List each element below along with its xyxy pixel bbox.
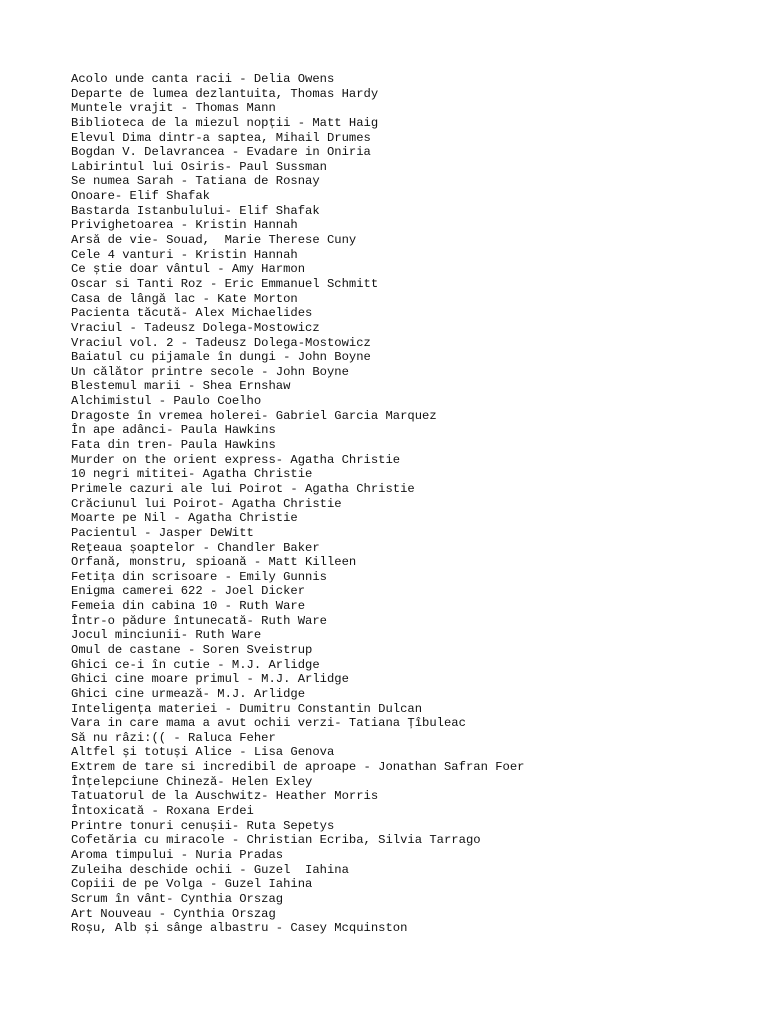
book-list-item: Printre tonuri cenușii- Ruta Sepetys bbox=[71, 818, 335, 833]
book-list-item: Labirintul lui Osiris- Paul Sussman bbox=[71, 159, 327, 174]
book-list-item: Vraciul - Tadeusz Dolega-Mostowicz bbox=[71, 320, 320, 335]
book-list-item: Dragoste în vremea holerei- Gabriel Garcia Marquez bbox=[71, 408, 437, 423]
book-list-item: În ape adânci- Paula Hawkins bbox=[71, 423, 276, 438]
book-list-item: Acolo unde canta racii - Delia Owens bbox=[71, 72, 335, 86]
book-list-item: Biblioteca de la miezul nopții - Matt Haig bbox=[71, 115, 379, 130]
book-list-item: Tatuatorul de la Auschwitz- Heather Morris bbox=[71, 789, 379, 804]
book-list-item: Ghici ce-i în cutie - M.J. Arlidge bbox=[71, 657, 320, 672]
book-list-item: Într-o pădure întunecată- Ruth Ware bbox=[71, 613, 327, 628]
book-list-item: Vara in care mama a avut ochii verzi- Tatiana Țîbuleac bbox=[71, 716, 466, 731]
book-list-item: Rețeaua șoaptelor - Chandler Baker bbox=[71, 540, 320, 555]
book-list-item: Fata din tren- Paula Hawkins bbox=[71, 438, 276, 453]
book-list-item: Elevul Dima dintr-a saptea, Mihail Drumes bbox=[71, 130, 371, 145]
book-list-item: Casa de lângă lac - Kate Morton bbox=[71, 291, 298, 306]
book-list-item: Onoare- Elif Shafak bbox=[71, 189, 210, 204]
book-list-item: Pacientul - Jasper DeWitt bbox=[71, 525, 254, 540]
book-list-item: Fetița din scrisoare - Emily Gunnis bbox=[71, 569, 327, 584]
book-list-item: Blestemul marii - Shea Ernshaw bbox=[71, 379, 291, 394]
book-list-item: Cofetăria cu miracole - Christian Ecriba, Silvia Tarrago bbox=[71, 833, 481, 848]
book-list-item: Omul de castane - Soren Sveistrup bbox=[71, 642, 313, 657]
book-list-item: Crăciunul lui Poirot- Agatha Christie bbox=[71, 496, 342, 511]
book-list-item: Muntele vrajit - Thomas Mann bbox=[71, 101, 276, 116]
book-list bbox=[71, 72, 524, 936]
book-list-item: Extrem de tare si incredibil de aproape - Jonathan Safran Foer bbox=[71, 760, 525, 775]
book-list-item: Pacienta tăcută- Alex Michaelides bbox=[71, 306, 313, 321]
book-list-item: Orfană, monstru, spioană - Matt Killeen bbox=[71, 555, 357, 570]
book-list-item: Bogdan V. Delavrancea - Evadare in Oniria bbox=[71, 145, 371, 160]
book-list-item: Departe de lumea dezlantuita, Thomas Hardy bbox=[71, 86, 379, 101]
book-list-item: Roșu, Alb și sânge albastru - Casey Mcquinston bbox=[71, 921, 408, 936]
book-list-item: Alchimistul - Paulo Coelho bbox=[71, 394, 262, 409]
book-list-item: Ghici cine urmează- M.J. Arlidge bbox=[71, 686, 306, 701]
book-list-item: Oscar si Tanti Roz - Eric Emmanuel Schmitt bbox=[71, 276, 379, 291]
book-list-item: Femeia din cabina 10 - Ruth Ware bbox=[71, 599, 306, 614]
book-list-item: Primele cazuri ale lui Poirot - Agatha Christie bbox=[71, 481, 415, 496]
book-list-item: Inteligența materiei - Dumitru Constantin Dulcan bbox=[71, 701, 423, 716]
book-list-item: Arsă de vie- Souad, Marie Therese Cuny bbox=[71, 233, 357, 248]
book-list-item: Aroma timpului - Nuria Pradas bbox=[71, 847, 284, 862]
book-list-item: Enigma camerei 622 - Joel Dicker bbox=[71, 584, 306, 599]
book-list-item: Întoxicată - Roxana Erdei bbox=[71, 804, 254, 819]
book-list-item: Privighetoarea - Kristin Hannah bbox=[71, 218, 298, 233]
book-list-item: Să nu râzi:(( - Raluca Feher bbox=[71, 730, 276, 745]
book-list-item: Bastarda Istanbulului- Elif Shafak bbox=[71, 203, 320, 218]
book-list-item: Murder on the orient express- Agatha Christie bbox=[71, 452, 401, 467]
book-list-item: Un călător printre secole - John Boyne bbox=[71, 364, 349, 379]
book-list-item: Cele 4 vanturi - Kristin Hannah bbox=[71, 247, 298, 262]
book-list-item: Moarte pe Nil - Agatha Christie bbox=[71, 511, 298, 526]
book-list-item: Înțelepciune Chineză- Helen Exley bbox=[71, 774, 313, 789]
book-list-item: Ghici cine moare primul - M.J. Arlidge bbox=[71, 672, 349, 687]
book-list-item: Jocul minciunii- Ruth Ware bbox=[71, 628, 262, 643]
book-list-item: Scrum în vânt- Cynthia Orszag bbox=[71, 891, 284, 906]
book-list-item: Se numea Sarah - Tatiana de Rosnay bbox=[71, 174, 320, 189]
book-list-item: Vraciul vol. 2 - Tadeusz Dolega-Mostowicz bbox=[71, 335, 371, 350]
book-list-item: Art Nouveau - Cynthia Orszag bbox=[71, 906, 276, 921]
book-list-item: 10 negri mititei- Agatha Christie bbox=[71, 467, 313, 482]
book-list-item: Copiii de pe Volga - Guzel Iahina bbox=[71, 877, 313, 892]
book-list-item: Zuleiha deschide ochii - Guzel Iahina bbox=[71, 862, 349, 877]
book-list-item: Baiatul cu pijamale în dungi - John Boyne bbox=[71, 350, 371, 365]
book-list-item: Altfel și totuși Alice - Lisa Genova bbox=[71, 745, 335, 760]
book-list-item: Ce știe doar vântul - Amy Harmon bbox=[71, 262, 306, 277]
